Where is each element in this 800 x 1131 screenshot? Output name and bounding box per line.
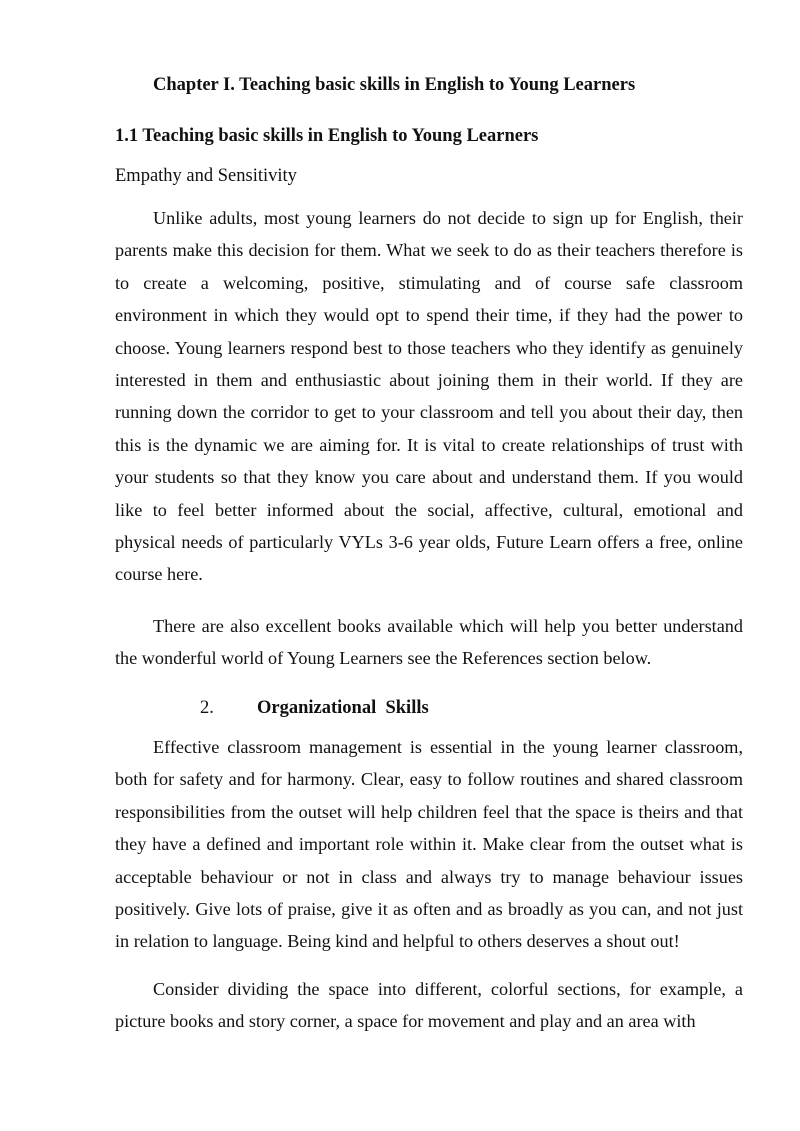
paragraph-books: There are also excellent books available which will help you better understand the wonderful world of Young Learners see the References section below. xyxy=(115,616,743,669)
section-title: 1.1 Teaching basic skills in English to Young Learners xyxy=(115,126,539,146)
list-heading-organizational-skills xyxy=(200,698,429,719)
chapter-title: Chapter I. Teaching basic skills in English to Young Learners xyxy=(153,75,636,95)
list-number: 2. xyxy=(200,698,214,718)
list-label: Organizational Skills xyxy=(257,698,429,718)
paragraph-dividing-space: Consider dividing the space into different, colorful sections, for example, a picture books and story corner, a space for movement and play and an area with xyxy=(115,979,743,1032)
subheading-empathy: Empathy and Sensitivity xyxy=(115,166,297,186)
paragraph-empathy: Unlike adults, most young learners do not decide to sign up for English, their parents make this decision for them. What we seek to do as their teachers therefore is to create a welcoming, positive, stimulating and of course safe classroom environment in which they would opt to spend their time, if they had the power to choose. Young learners respond best to those teachers who they identify as genuinely interested in them and enthusiastic about joining them in their world. If they are running down the corridor to get to your classroom and tell you about their day, then this is the dynamic we are aiming for. It is vital to create relationships of trust with your students so that they know you care about and understand them. If you would like to feel better informed about the social, affective, cultural, emotional and physical needs of particularly VYLs 3-6 year olds, Future Learn offers a free, online course here. xyxy=(115,208,743,585)
paragraph-classroom-management: Effective classroom management is essential in the young learner classroom, both for safety and for harmony. Clear, easy to follow routines and shared classroom responsibilities from the outset will help children feel that the space is theirs and that they have a defined and important role within it. Make clear from the outset what is acceptable behaviour or not in class and always try to manage behaviour issues positively. Give lots of praise, give it as often and as broadly as you can, and not just in relation to language. Being kind and helpful to others deserves a shout out! xyxy=(115,737,743,952)
